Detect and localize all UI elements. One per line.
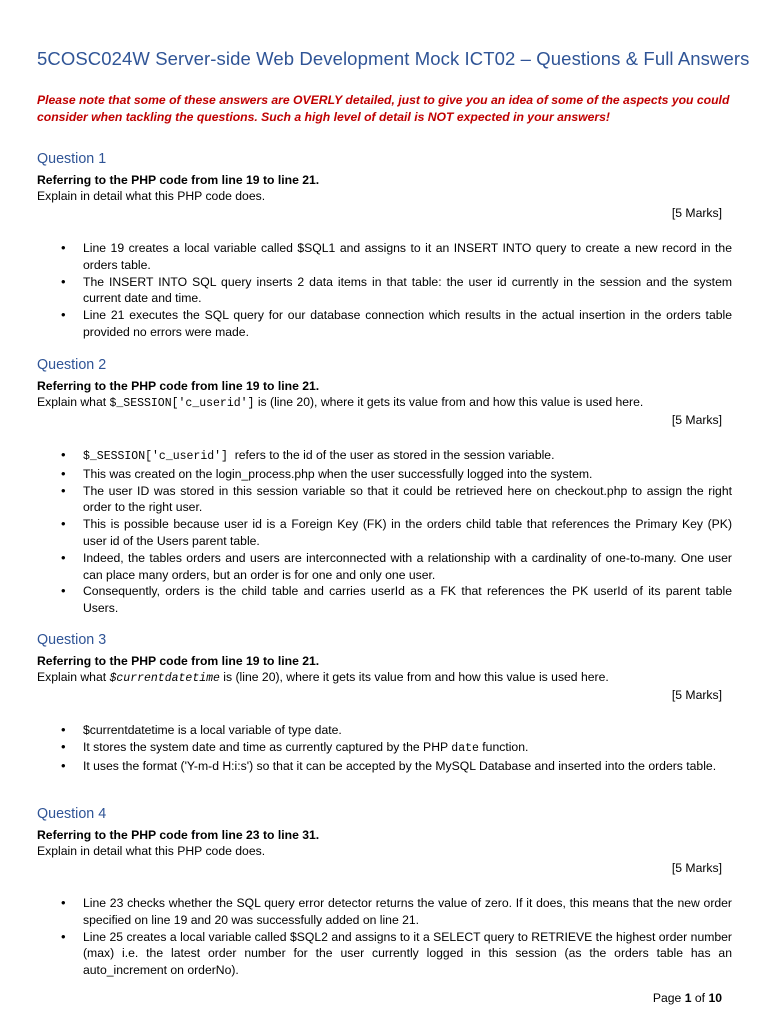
question-heading: Question 4	[37, 806, 107, 822]
answer-item: • The INSERT INTO SQL query inserts 2 data items in that table: the user id currently in the session and the system current date and time.	[83, 274, 732, 308]
answer-list	[37, 895, 732, 979]
session-userid-code: $_SESSION['c_userid']	[109, 397, 255, 410]
question-3	[37, 631, 732, 774]
answer-item: • $currentdatetime is a local variable of type date.	[83, 722, 732, 739]
question-heading: Question 1	[37, 151, 107, 167]
question-heading: Question 2	[37, 357, 107, 373]
answer-item: • Line 23 checks whether the SQL query error detector returns the value of zero. If it does, this means that the new order specified on line 19 and 20 was successfully added on line 21.	[83, 895, 732, 929]
answer-item: • Indeed, the tables orders and users are interconnected with a relationship with a cardinality of one-to-many. One user can place many orders, but an order is for one and only one user.	[83, 550, 732, 584]
question-reference: Referring to the PHP code from line 19 to line 21.	[37, 379, 320, 393]
answer-text-pre: It stores the system date and time as currently captured by the PHP	[83, 739, 452, 754]
page-of: of	[691, 991, 709, 1005]
answer-list	[37, 240, 732, 341]
question-text-post: is (line 20), where it gets its value from and how this value is used here.	[219, 670, 609, 684]
question-text	[37, 394, 732, 412]
answer-list	[37, 447, 732, 617]
question-reference: Referring to the PHP code from line 19 to line 21.	[37, 654, 320, 668]
page-number: 1	[684, 991, 692, 1005]
answer-item	[83, 739, 732, 758]
question-1	[37, 150, 732, 341]
overly-detailed-note: Please note that some of these answers are OVERLY detailed, just to give you an idea of some of the aspects you could consider when tackling the questions. Such a high level of detail is NOT expected in your answers!	[37, 93, 730, 124]
question-reference: Referring to the PHP code from line 19 to line 21.	[37, 173, 320, 187]
question-text-post: is (line 20), where it gets its value from and how this value is used here.	[254, 395, 644, 409]
answer-item	[83, 447, 732, 466]
answer-item: • Line 21 executes the SQL query for our database connection which results in the actual insertion in the orders table provided no errors were made.	[83, 307, 732, 341]
answer-item: • This is possible because user id is a Foreign Key (FK) in the orders child table that references the Primary Key (PK) user id of the Users parent table.	[83, 516, 732, 550]
question-marks: [5 Marks]	[671, 688, 722, 702]
answer-item: • Consequently, orders is the child table and carries userId as a FK that references the PK userId of its parent table Users.	[83, 583, 732, 617]
answer-item: • This was created on the login_process.php when the user successfully logged into the system.	[83, 466, 732, 483]
page-footer	[653, 991, 722, 1005]
question-text: Explain in detail what this PHP code does.	[37, 844, 266, 858]
question-text: Explain in detail what this PHP code does.	[37, 189, 266, 203]
question-heading: Question 3	[37, 632, 107, 648]
question-text	[37, 669, 732, 687]
answer-text: refers to the id of the user as stored in the session variable.	[227, 448, 555, 462]
question-2	[37, 356, 732, 617]
page-total: 10	[708, 991, 722, 1005]
answer-list	[37, 722, 732, 774]
document-title: 5COSC024W Server-side Web Development Mock ICT02 – Questions & Full Answers	[37, 48, 750, 69]
currentdatetime-code: $currentdatetime	[109, 672, 220, 685]
question-marks: [5 Marks]	[671, 413, 722, 427]
session-userid-code: $_SESSION['c_userid']	[83, 450, 228, 463]
question-reference: Referring to the PHP code from line 23 to line 31.	[37, 828, 320, 842]
date-function-code: date	[451, 741, 479, 755]
answer-item: • Line 25 creates a local variable called $SQL2 and assigns to it a SELECT query to RETRIEVE the highest order number (max) i.e. the latest order number for the user currently logged in this session (as the orders table has an auto_increment on orderNo).	[83, 929, 732, 979]
answer-item: • It uses the format ('Y-m-d H:i:s') so that it can be accepted by the MySQL Database and inserted into the orders table.	[83, 758, 732, 775]
page-label: Page	[652, 991, 685, 1005]
answer-text-post: function.	[478, 739, 529, 754]
question-marks: [5 Marks]	[671, 206, 722, 220]
question-text-pre: Explain what	[37, 395, 110, 409]
question-text-pre: Explain what	[37, 670, 110, 684]
question-marks: [5 Marks]	[671, 861, 722, 875]
answer-item: • Line 19 creates a local variable called $SQL1 and assigns to it an INSERT INTO query to create a new record in the orders table.	[83, 240, 732, 274]
answer-item: • The user ID was stored in this session variable so that it could be retrieved here on checkout.php to assign the right order to the right user.	[83, 483, 732, 517]
question-4	[37, 805, 732, 979]
